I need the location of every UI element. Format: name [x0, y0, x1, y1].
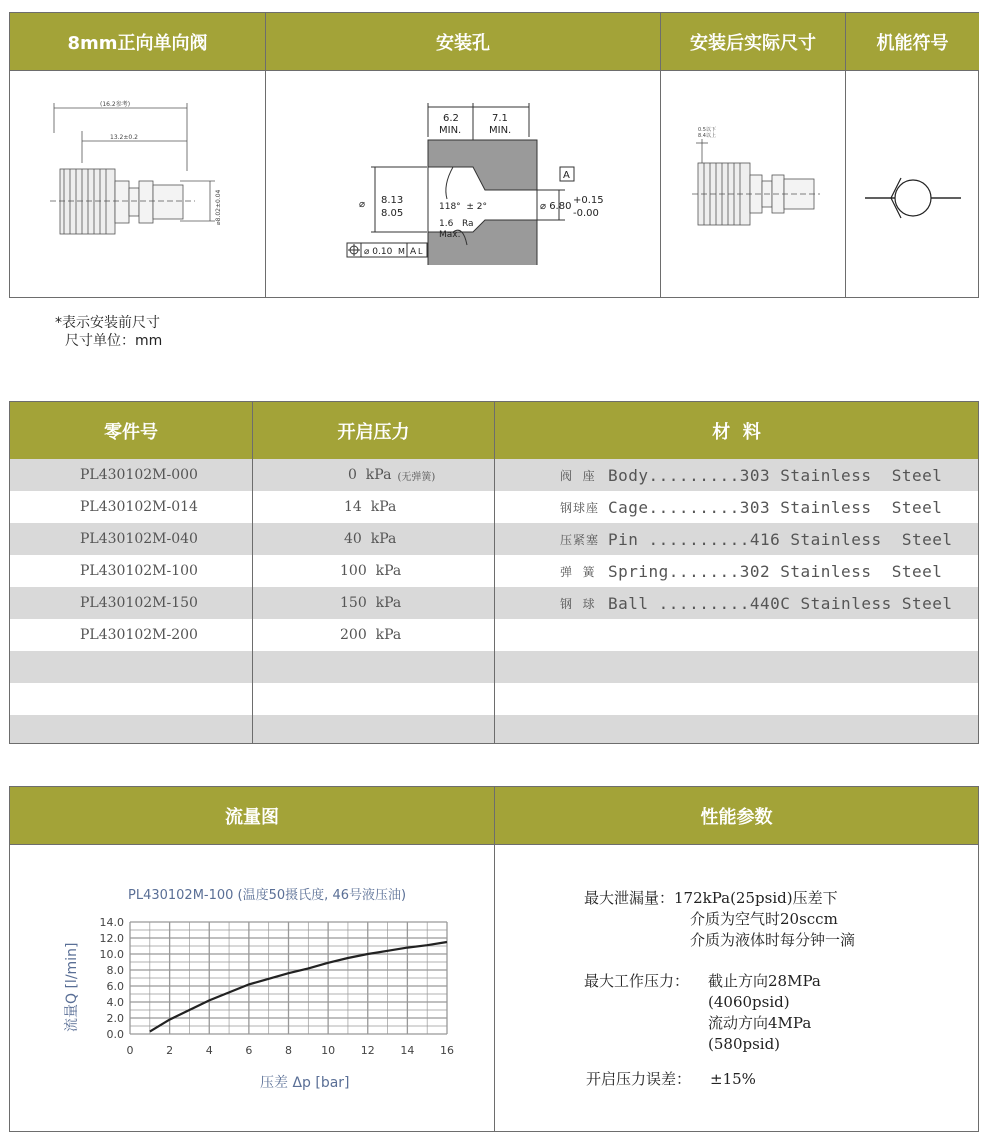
- y-tick-label: 10.0: [99, 948, 124, 961]
- header-installed-size: 安装后实际尺寸: [661, 13, 845, 70]
- x-tick-label: 16: [440, 1044, 454, 1057]
- mount-hole-drawing: [335, 95, 605, 265]
- y-tick-label: 4.0: [106, 996, 124, 1009]
- material: [560, 555, 942, 587]
- dim-left-bot: MIN.: [439, 125, 462, 136]
- y-tick-label: 0.0: [106, 1028, 124, 1041]
- tol-minus: -0.00: [573, 208, 599, 219]
- material-en: Pin ..........416 Stainless Steel: [608, 529, 953, 549]
- material-en: Ball .........440C Stainless Steel: [608, 593, 953, 613]
- fcf-mod: M: [398, 247, 405, 256]
- material: [560, 587, 953, 619]
- chart-title: PL430102M-100 (温度50摄氏度, 46号液压油): [128, 888, 407, 903]
- installed-note-a: 0.5以下: [698, 127, 716, 133]
- x-tick-label: 8: [285, 1044, 292, 1057]
- header-symbol: 机能符号: [846, 13, 979, 70]
- cracking-pressure: [344, 491, 396, 523]
- header-part-no: 零件号: [10, 402, 252, 459]
- installed-note-b: 8.4以上: [698, 133, 716, 139]
- work-line-3: 流动方向4MPa: [708, 1014, 812, 1032]
- note-line-2: 尺寸单位：mm: [65, 333, 163, 349]
- y-tick-label: 12.0: [99, 932, 124, 945]
- dim-right-top: 7.1: [492, 113, 508, 124]
- leak-line-3: 介质为液体时每分钟一滴: [690, 931, 856, 949]
- dim-right-bot: MIN.: [489, 125, 512, 136]
- material-en: Cage.........303 Stainless Steel: [608, 497, 943, 517]
- y-tick-label: 8.0: [106, 964, 124, 977]
- part-number: PL430102M-040: [80, 531, 198, 547]
- cracking-pressure: [344, 523, 396, 555]
- header-performance: 性能参数: [495, 787, 978, 844]
- work-line-2: (4060psid): [708, 993, 790, 1011]
- leak-line-2: 介质为空气时20sccm: [690, 910, 838, 928]
- cracking-pressure: [340, 587, 401, 619]
- dim-top-label: (16.2参考): [100, 101, 131, 108]
- cracking-pressure: [340, 619, 401, 651]
- flow-performance-table: [9, 786, 979, 1132]
- flow-chart: [40, 882, 480, 1107]
- tol-plus: +0.15: [573, 195, 604, 206]
- pressure-value: 100 kPa: [340, 563, 402, 579]
- rough-a: 1.6: [439, 219, 454, 229]
- x-tick-label: 4: [205, 1044, 213, 1057]
- y-tick-label: 2.0: [106, 1012, 124, 1025]
- material: [560, 523, 953, 555]
- x-axis-label: 压差 Δp [bar]: [260, 1075, 350, 1091]
- pressure-value: 150 kPa: [340, 595, 402, 611]
- fcf-tol: ⌀ 0.10: [364, 247, 393, 257]
- header-cracking-pressure: 开启压力: [253, 402, 494, 459]
- leak-line-1: 172kPa(25psid)压差下: [674, 889, 838, 907]
- dia-b: 8.05: [381, 208, 404, 219]
- material-cn: 弹 簧: [560, 564, 596, 579]
- work-line-1: 截止方向28MPa: [708, 972, 821, 990]
- y-tick-label: 14.0: [99, 916, 124, 929]
- x-tick-label: 6: [245, 1044, 253, 1057]
- pressure-value: 200 kPa: [340, 627, 402, 643]
- pressure-note: (无弹簧): [397, 471, 436, 483]
- header-valve: 8mm正向单向阀: [10, 13, 265, 70]
- x-tick-label: 2: [166, 1044, 174, 1057]
- leak-label: 最大泄漏量：: [584, 889, 675, 907]
- dia-symbol: ⌀: [359, 199, 366, 210]
- x-tick-label: 12: [360, 1044, 375, 1057]
- check-valve-symbol: [863, 173, 963, 223]
- material-cn: 钢 球: [560, 596, 596, 611]
- angle-label: 118° ± 2°: [439, 202, 488, 212]
- material-cn: 钢球座: [560, 500, 600, 515]
- cracking-pressure: [348, 459, 435, 491]
- datum-a: A: [563, 170, 570, 181]
- header-material: 材 料: [495, 402, 978, 459]
- dim-left-top: 6.2: [443, 113, 459, 124]
- bore-dia: ⌀ 6.80: [540, 201, 572, 212]
- work-line-4: (580psid): [708, 1035, 781, 1053]
- valve-drawing: [40, 93, 240, 243]
- parts-table: [9, 401, 979, 744]
- dia-a: 8.13: [381, 195, 404, 206]
- pressure-value: 0 kPa: [348, 467, 392, 483]
- material: [560, 459, 942, 491]
- fcf-datum: A: [410, 247, 417, 257]
- cracking-pressure: [340, 555, 401, 587]
- y-axis-label: 流量Q [l/min]: [64, 942, 80, 1032]
- crack-tolerance-value: ±15%: [710, 1070, 756, 1088]
- installed-drawing: [678, 123, 828, 233]
- pressure-value: 14 kPa: [344, 499, 397, 515]
- material-en: Spring.......302 Stainless Steel: [608, 561, 943, 581]
- material-en: Body.........303 Stainless Steel: [608, 465, 943, 485]
- crack-tolerance-label: 开启压力误差：: [586, 1070, 692, 1088]
- fcf-datum-mod: L: [418, 247, 423, 256]
- header-flow-chart: 流量图: [10, 787, 494, 844]
- part-number: PL430102M-150: [80, 595, 198, 611]
- part-number: PL430102M-100: [80, 563, 198, 579]
- x-tick-label: 14: [400, 1044, 415, 1057]
- part-number: PL430102M-000: [80, 467, 198, 483]
- dim-mid-label: 13.2±0.2: [110, 134, 138, 141]
- part-number: PL430102M-200: [80, 627, 198, 643]
- material: [560, 491, 942, 523]
- y-tick-label: 6.0: [106, 980, 124, 993]
- rough-c: Max.: [439, 230, 461, 240]
- rough-b: Ra: [462, 219, 474, 229]
- note-line-1: *表示安装前尺寸: [55, 315, 160, 331]
- part-number: PL430102M-014: [80, 499, 198, 515]
- x-tick-label: 0: [126, 1044, 134, 1057]
- x-tick-label: 10: [321, 1044, 336, 1057]
- pressure-value: 40 kPa: [344, 531, 397, 547]
- material-cn: 压紧塞: [560, 532, 600, 547]
- work-label: 最大工作压力：: [584, 972, 690, 990]
- dim-side-label: ⌀8.02±0.04: [215, 189, 222, 225]
- top-table: [9, 12, 979, 298]
- material-cn: 阀 座: [560, 468, 596, 483]
- header-mount-hole: 安装孔: [266, 13, 660, 70]
